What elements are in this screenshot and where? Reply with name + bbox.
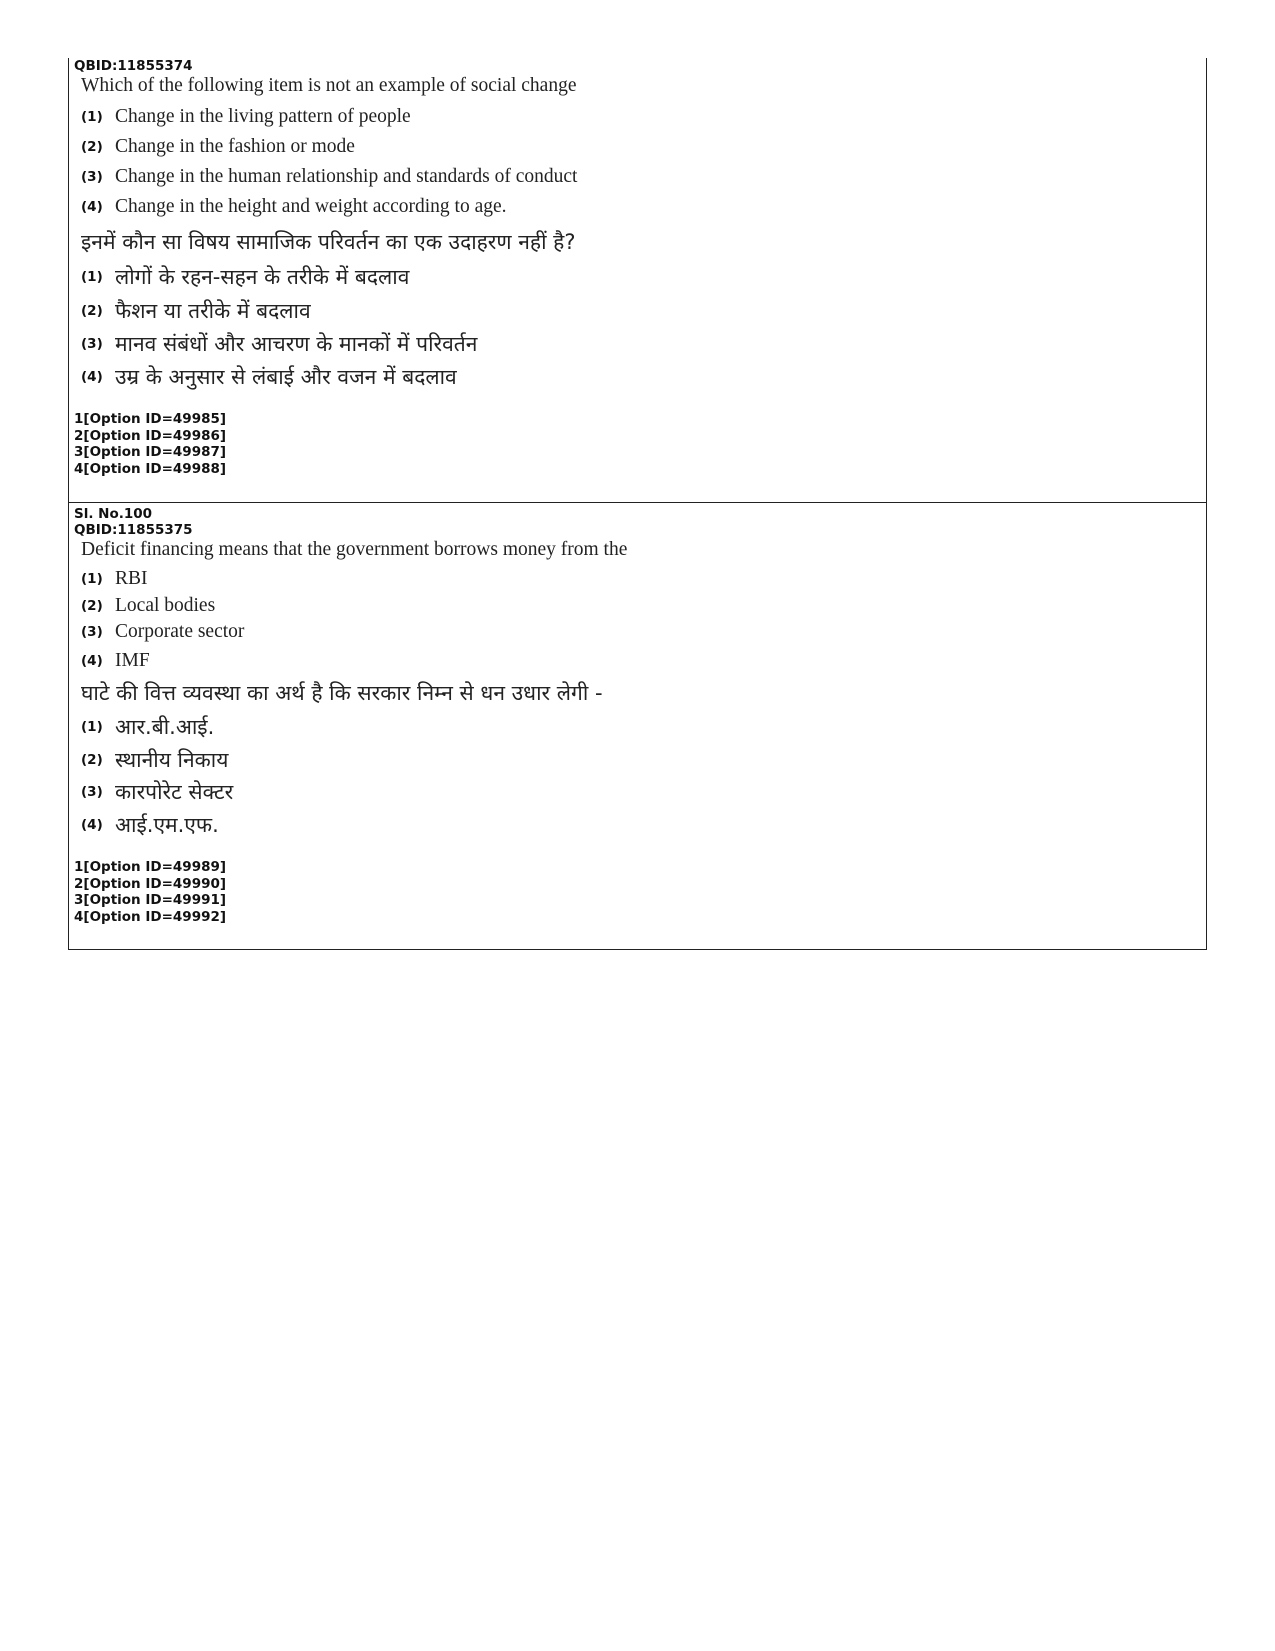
option-id: 4[Option ID=49992] <box>74 908 227 925</box>
option-text: IMF <box>115 650 150 671</box>
hindi-option <box>81 330 477 358</box>
option-id-list <box>74 411 226 477</box>
option-text: आई.एम.एफ. <box>115 813 219 837</box>
question-paper-frame <box>68 58 1207 950</box>
option-number: (2) <box>81 752 103 768</box>
hindi-option <box>81 713 214 741</box>
hindi-option <box>81 297 311 325</box>
qbid-label: QBID:11855375 <box>74 522 193 538</box>
english-option <box>81 166 577 188</box>
option-text: आर.बी.आई. <box>115 715 215 739</box>
option-number: (4) <box>81 653 103 669</box>
option-number: (2) <box>81 139 103 155</box>
option-text: RBI <box>115 568 148 589</box>
option-id: 3[Option ID=49991] <box>74 892 227 908</box>
option-id: 4[Option ID=49988] <box>74 460 227 477</box>
hindi-question-text: घाटे की वित्त व्यवस्था का अर्थ है कि सरकार निम्न से धन उधार लेगी - <box>81 681 603 705</box>
english-option <box>81 106 411 128</box>
option-text: उम्र के अनुसार से लंबाई और वजन में बदलाव <box>115 365 457 389</box>
english-option <box>81 621 244 643</box>
english-option <box>81 136 355 158</box>
option-text: Change in the fashion or mode <box>115 136 355 157</box>
hindi-question-text: इनमें कौन सा विषय सामाजिक परिवर्तन का एक उदाहरण नहीं है? <box>81 230 576 254</box>
option-number: (3) <box>81 784 103 800</box>
option-id: 2[Option ID=49986] <box>74 427 227 444</box>
option-id: 1[Option ID=49985] <box>74 411 227 427</box>
hindi-option <box>81 778 233 806</box>
option-text: स्थानीय निकाय <box>115 748 229 772</box>
option-text: Change in the height and weight according to age. <box>115 196 507 217</box>
qbid-label: QBID:11855374 <box>74 58 193 74</box>
option-number: (3) <box>81 336 103 352</box>
option-text: Change in the living pattern of people <box>115 106 411 127</box>
english-question-text: Deficit financing means that the government borrows money from the <box>81 539 628 560</box>
option-text: Local bodies <box>115 595 216 616</box>
option-number: (2) <box>81 303 103 319</box>
option-id: 1[Option ID=49989] <box>74 859 227 875</box>
option-id: 2[Option ID=49990] <box>74 875 227 892</box>
english-option <box>81 568 148 590</box>
option-text: फैशन या तरीके में बदलाव <box>115 299 311 323</box>
hindi-option <box>81 363 457 391</box>
option-number: (1) <box>81 109 103 125</box>
option-number: (3) <box>81 169 103 185</box>
option-number: (4) <box>81 817 103 833</box>
english-option <box>81 650 150 672</box>
option-number: (4) <box>81 369 103 385</box>
serial-number-label: Sl. No.100 <box>74 506 153 522</box>
option-text: कारपोरेट सेक्टर <box>115 780 234 804</box>
option-number: (2) <box>81 598 103 614</box>
question-block <box>69 502 1206 948</box>
english-option <box>81 595 215 617</box>
hindi-option <box>81 263 409 291</box>
english-option <box>81 196 507 218</box>
option-number: (1) <box>81 269 103 285</box>
option-number: (4) <box>81 199 103 215</box>
option-id-list <box>74 859 226 925</box>
hindi-option <box>81 746 228 774</box>
english-question-text: Which of the following item is not an example of social change <box>81 75 577 96</box>
option-id: 3[Option ID=49987] <box>74 444 227 460</box>
option-text: मानव संबंधों और आचरण के मानकों में परिवर्तन <box>115 332 478 356</box>
option-text: Corporate sector <box>115 621 245 642</box>
option-text: Change in the human relationship and standards of conduct <box>115 166 578 187</box>
question-block <box>69 58 1206 503</box>
option-text: लोगों के रहन-सहन के तरीके में बदलाव <box>115 265 410 289</box>
option-number: (1) <box>81 719 103 735</box>
option-number: (3) <box>81 624 103 640</box>
option-number: (1) <box>81 571 103 587</box>
hindi-option <box>81 811 219 839</box>
